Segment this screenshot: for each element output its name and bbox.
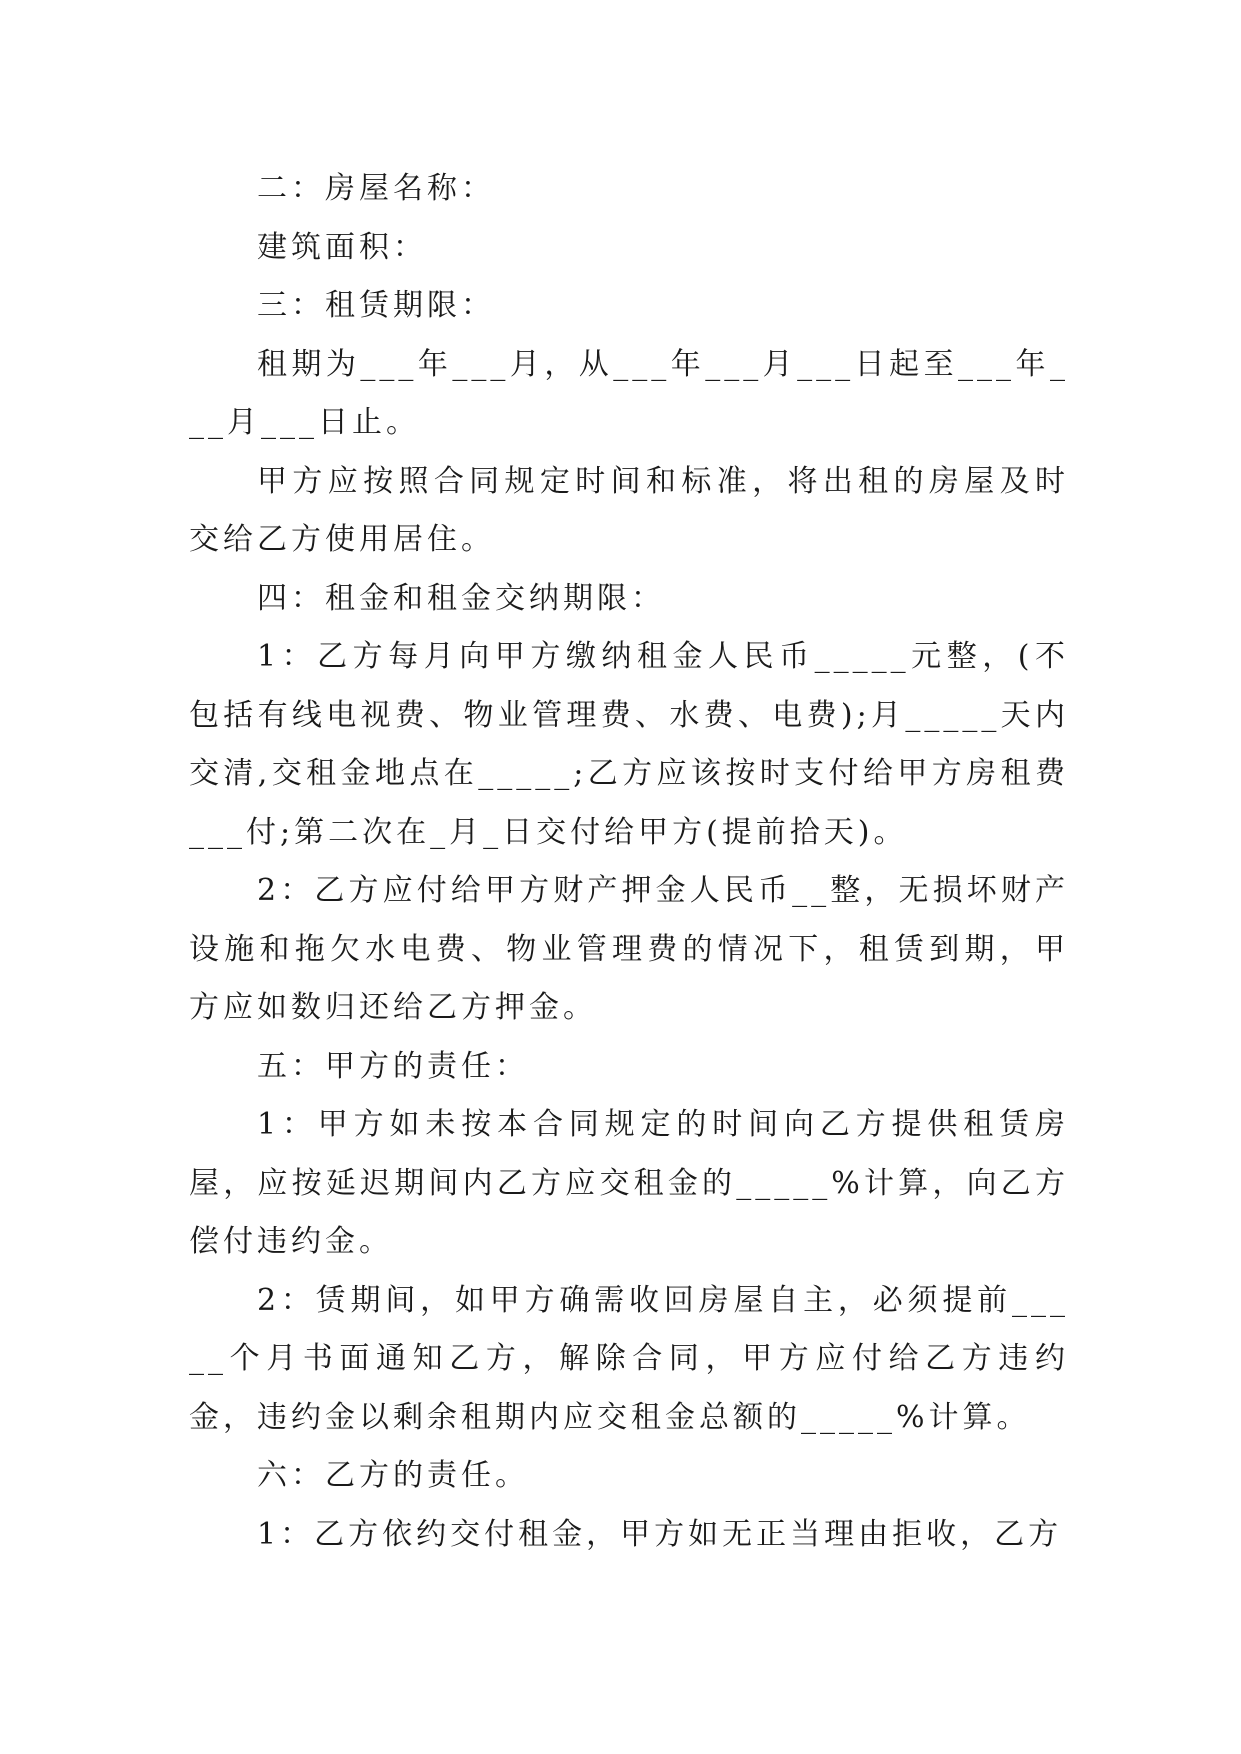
section-heading-rent: 四：租金和租金交纳期限： [257, 580, 665, 616]
section-heading-party-b: 六：乙方的责任。 [257, 1458, 529, 1493]
rent-clause-2: 2：乙方应付给甲方财产押金人民币__整，无损坏财产设施和拖欠水电费、物业管理费的情况下，租赁到期，甲方应如数归还给乙方押金。 [189, 873, 1069, 1025]
handover-paragraph: 甲方应按照合同规定时间和标准，将出租的房屋及时交给乙方使用居住。 [189, 463, 1069, 557]
party-a-clause-1: 1：甲方如未按本合同规定的时间向乙方提供租赁房屋，应按延迟期间内乙方应交租金的_____%计算，向乙方偿付违约金。 [189, 1107, 1069, 1259]
rent-clause-1: 1：乙方每月向甲方缴纳租金人民币_____元整，(不包括有线电视费、物业管理费、水费、电费);月_____天内交清,交租金地点在_____;乙方应该按时支付给甲方房租费___付;第二次在_月_日交付给甲方(提前拾天)。 [189, 639, 1069, 850]
section-heading-party-a: 五：甲方的责任： [257, 1048, 529, 1084]
lease-term-paragraph: 租期为___年___月，从___年___月___日起至___年___月___日止。 [189, 346, 1069, 440]
building-area-line: 建筑面积： [257, 229, 427, 265]
document-body [189, 160, 1069, 1564]
section-heading-house-name: 二：房屋名称： [257, 171, 495, 206]
section-heading-lease-term: 三：租赁期限： [257, 288, 495, 323]
party-a-clause-2: 2：赁期间，如甲方确需收回房屋自主，必须提前_____个月书面通知乙方，解除合同，甲方应付给乙方违约金，违约金以剩余租期内应交租金总额的_____%计算。 [189, 1282, 1069, 1435]
party-b-clause-1: 1：乙方依约交付租金，甲方如无正当理由拒收，乙方 [257, 1516, 1063, 1552]
